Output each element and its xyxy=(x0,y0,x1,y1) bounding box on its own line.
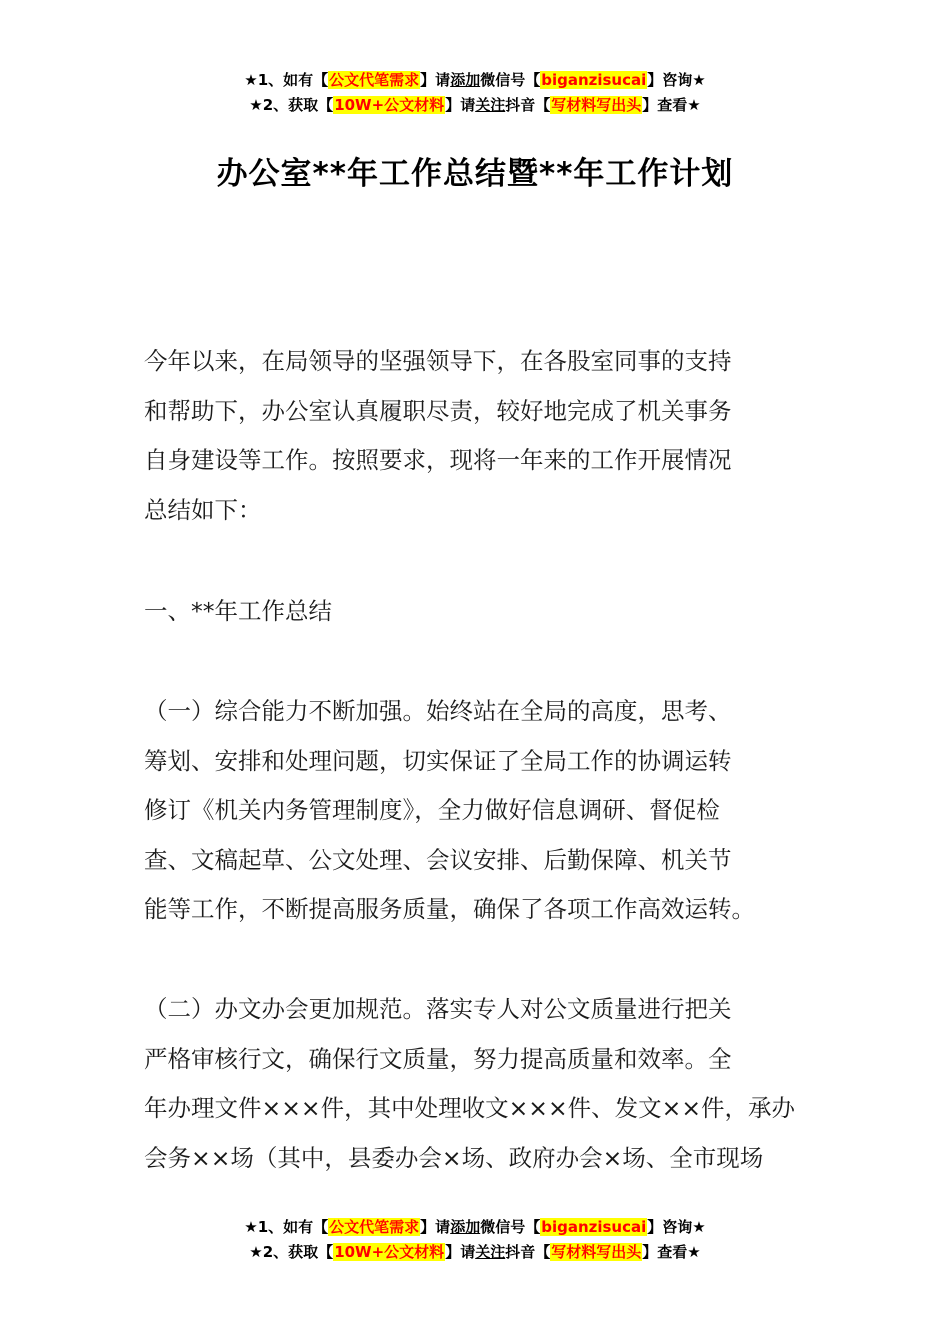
text-line: 会务××场（其中，县委办会×场、政府办会×场、全市现场 xyxy=(144,1143,764,1172)
banner-highlight: 10W+公文材料 xyxy=(334,96,445,114)
text-line: （一）综合能力不断加强。始终站在全局的高度，思考、 xyxy=(144,697,732,725)
text-line: 和帮助下，办公室认真履职尽责，较好地完成了机关事务 xyxy=(144,396,732,425)
text-line: 一、**年工作总结 xyxy=(144,597,332,625)
intro-paragraph xyxy=(144,337,814,535)
text-line: 筹划、安排和处理问题，切实保证了全局工作的协调运转 xyxy=(144,746,732,775)
text-line: 查、文稿起草、公文处理、会议安排、后勤保障、机关节 xyxy=(144,845,732,874)
text-line: 年办理文件×××件，其中处理收文×××件、发文××件，承办 xyxy=(144,1094,796,1122)
text-line: 今年以来，在局领导的坚强领导下，在各股室同事的支持 xyxy=(144,347,732,375)
banner-line-1: ★1、如有【公文代笔需求】请添加微信号【biganzisucai】咨询★ xyxy=(244,1218,706,1236)
banner-line-2: ★2、获取【10W+公文材料】请关注抖音【写材料写出头】查看★ xyxy=(249,1243,701,1261)
text-line: 能等工作，不断提高服务质量，确保了各项工作高效运转。 xyxy=(144,895,755,923)
text-line: 修订《机关内务管理制度》，全力做好信息调研、督促检 xyxy=(144,796,720,824)
text-line: 严格审核行文，确保行文质量，努力提高质量和效率。全 xyxy=(144,1044,732,1073)
banner-highlight: 公文代笔需求 xyxy=(329,1218,420,1236)
header-banner xyxy=(0,68,950,118)
paragraph-comprehensive-ability xyxy=(144,687,814,935)
banner-highlight: 公文代笔需求 xyxy=(329,71,420,89)
paragraph-document-meetings xyxy=(144,985,814,1183)
text-line: 总结如下： xyxy=(144,495,262,524)
banner-highlight: 写材料写出头 xyxy=(551,96,642,114)
banner-highlight: 写材料写出头 xyxy=(551,1243,642,1261)
banner-highlight: biganzisucai xyxy=(541,1218,647,1236)
footer-banner xyxy=(0,1215,950,1265)
banner-line-1: ★1、如有【公文代笔需求】请添加微信号【biganzisucai】咨询★ xyxy=(244,71,706,89)
banner-line-2: ★2、获取【10W+公文材料】请关注抖音【写材料写出头】查看★ xyxy=(249,96,701,114)
text-line: （二）办文办会更加规范。落实专人对公文质量进行把关 xyxy=(144,995,732,1023)
section-heading xyxy=(144,587,814,637)
banner-highlight: biganzisucai xyxy=(541,71,647,89)
banner-highlight: 10W+公文材料 xyxy=(334,1243,445,1261)
text-line: 自身建设等工作。按照要求，现将一年来的工作开展情况 xyxy=(144,446,732,474)
document-title: 办公室**年工作总结暨**年工作计划 xyxy=(216,156,734,192)
